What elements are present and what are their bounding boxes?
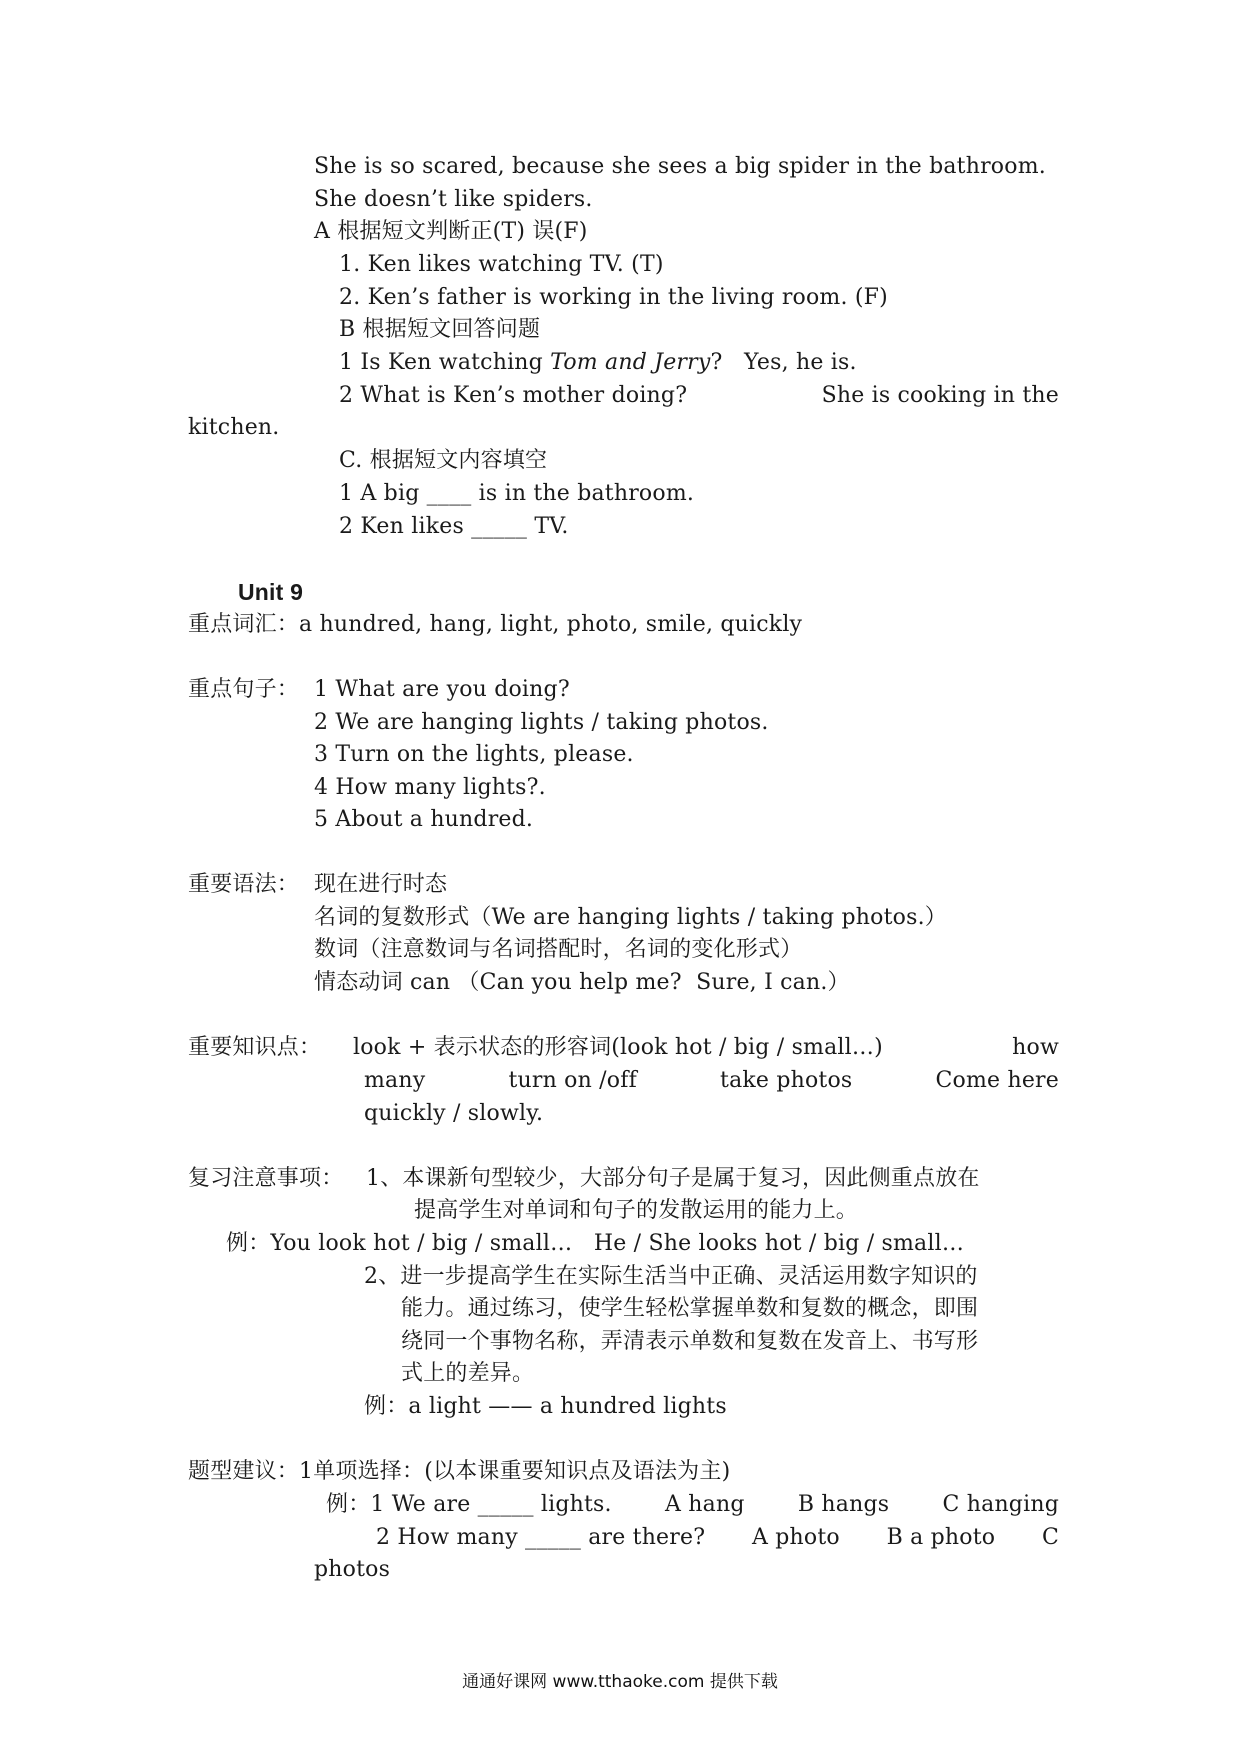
page-footer: 通通好课网 www.tthaoke.com 提供下载	[462, 1672, 778, 1692]
review-point-2-example: 例：a light —— a hundred lights	[364, 1394, 727, 1419]
example-question-2	[376, 1522, 1059, 1554]
answer-option: A hang	[664, 1492, 745, 1517]
grammar-item: 情态动词 can （Can you help me? Sure, I can.）	[314, 970, 850, 995]
unit-title: Unit 9	[238, 579, 304, 605]
grammar-item: 名词的复数形式（We are hanging lights / taking photos.）	[314, 905, 947, 930]
key-sentence: 1 What are you doing?	[314, 677, 570, 702]
exercise-b-heading: B 根据短文回答问题	[339, 317, 541, 342]
example-question-1	[326, 1489, 1059, 1521]
key-sentence: 3 Turn on the lights, please.	[314, 742, 634, 767]
key-sentence: 5 About a hundred.	[314, 807, 534, 832]
exercise-b-q1-pre: 1 Is Ken watching	[339, 350, 551, 375]
review-point-2-cont: 式上的差异。	[401, 1361, 535, 1386]
review-point-2-cont: 能力。通过练习，使学生轻松掌握单数和复数的概念，即围	[401, 1296, 979, 1321]
review-point-1-example: 例：You look hot / big / small… He / She looks hot / big / small…	[226, 1231, 965, 1256]
question-stem: 2 How many _____ are there?	[376, 1525, 706, 1550]
exercise-b-q2	[339, 380, 1059, 412]
knowledge-phrase: Come here	[935, 1068, 1059, 1093]
knowledge-phrase: turn on /off	[508, 1068, 637, 1093]
grammar-item: 现在进行时态	[314, 872, 448, 897]
exercise-c-q2: 2 Ken likes _____ TV.	[339, 514, 569, 539]
answer-option: C	[1041, 1525, 1059, 1550]
passage-line-1: She is so scared, because she sees a big spider in the bathroom.	[314, 154, 1046, 179]
grammar-item: 数词（注意数词与名词搭配时，名词的变化形式）	[314, 937, 803, 962]
knowledge-phrase: look + 表示状态的形容词(look hot / big / small…)	[353, 1035, 883, 1060]
key-vocabulary: 重点词汇：a hundred, hang, light, photo, smile, quickly	[188, 612, 803, 637]
example-question-2-continuation: photos	[314, 1557, 391, 1582]
key-sentences-label: 重点句子：	[188, 677, 300, 702]
review-point-1: 1、本课新句型较少，大部分句子是属于复习，因此侧重点放在	[366, 1166, 980, 1191]
knowledge-phrase: many	[364, 1068, 426, 1093]
review-point-2: 2、进一步提高学生在实际生活当中正确、灵活运用数字知识的	[364, 1264, 978, 1289]
exercise-a-q1: 1. Ken likes watching TV. (T)	[339, 252, 664, 277]
knowledge-line-1	[353, 1032, 1059, 1064]
knowledge-line-3: quickly / slowly.	[364, 1101, 544, 1126]
grammar-label: 重要语法：	[188, 872, 300, 897]
exercise-a-q2: 2. Ken’s father is working in the living room. (F)	[339, 285, 888, 310]
exercise-b-q1-title: Tom and Jerry	[550, 350, 711, 375]
knowledge-phrase: how	[1012, 1035, 1059, 1060]
exercise-b-q2-continuation: kitchen.	[188, 415, 280, 440]
review-point-1-cont: 提高学生对单词和句子的发散运用的能力上。	[414, 1198, 859, 1223]
exercise-c-q1: 1 A big ____ is in the bathroom.	[339, 481, 695, 506]
exercise-b-q2-question: 2 What is Ken’s mother doing?	[339, 383, 688, 408]
key-sentence: 4 How many lights?.	[314, 775, 546, 800]
exercise-b-q2-answer: She is cooking in the	[821, 383, 1059, 408]
exercise-b-q1-post: ? Yes, he is.	[710, 350, 857, 375]
answer-option: C hanging	[942, 1492, 1059, 1517]
passage-line-2: She doesn’t like spiders.	[314, 187, 593, 212]
answer-option: B hangs	[797, 1492, 890, 1517]
answer-option: A photo	[751, 1525, 840, 1550]
review-label: 复习注意事项：	[188, 1166, 344, 1191]
question-stem: 例：1 We are _____ lights.	[326, 1492, 612, 1517]
exercise-c-heading: C. 根据短文内容填空	[339, 448, 548, 473]
exercise-b-q1	[339, 347, 857, 379]
answer-option: B a photo	[886, 1525, 996, 1550]
knowledge-phrase: take photos	[720, 1068, 853, 1093]
question-type-suggestion: 题型建议：1单项选择：(以本课重要知识点及语法为主)	[188, 1459, 731, 1484]
key-sentence: 2 We are hanging lights / taking photos.	[314, 710, 769, 735]
knowledge-line-2	[364, 1065, 1059, 1097]
knowledge-label: 重要知识点：	[188, 1035, 322, 1060]
exercise-a-heading: A 根据短文判断正(T) 误(F)	[314, 219, 588, 244]
review-point-2-cont: 绕同一个事物名称，弄清表示单数和复数在发音上、书写形	[401, 1329, 979, 1354]
